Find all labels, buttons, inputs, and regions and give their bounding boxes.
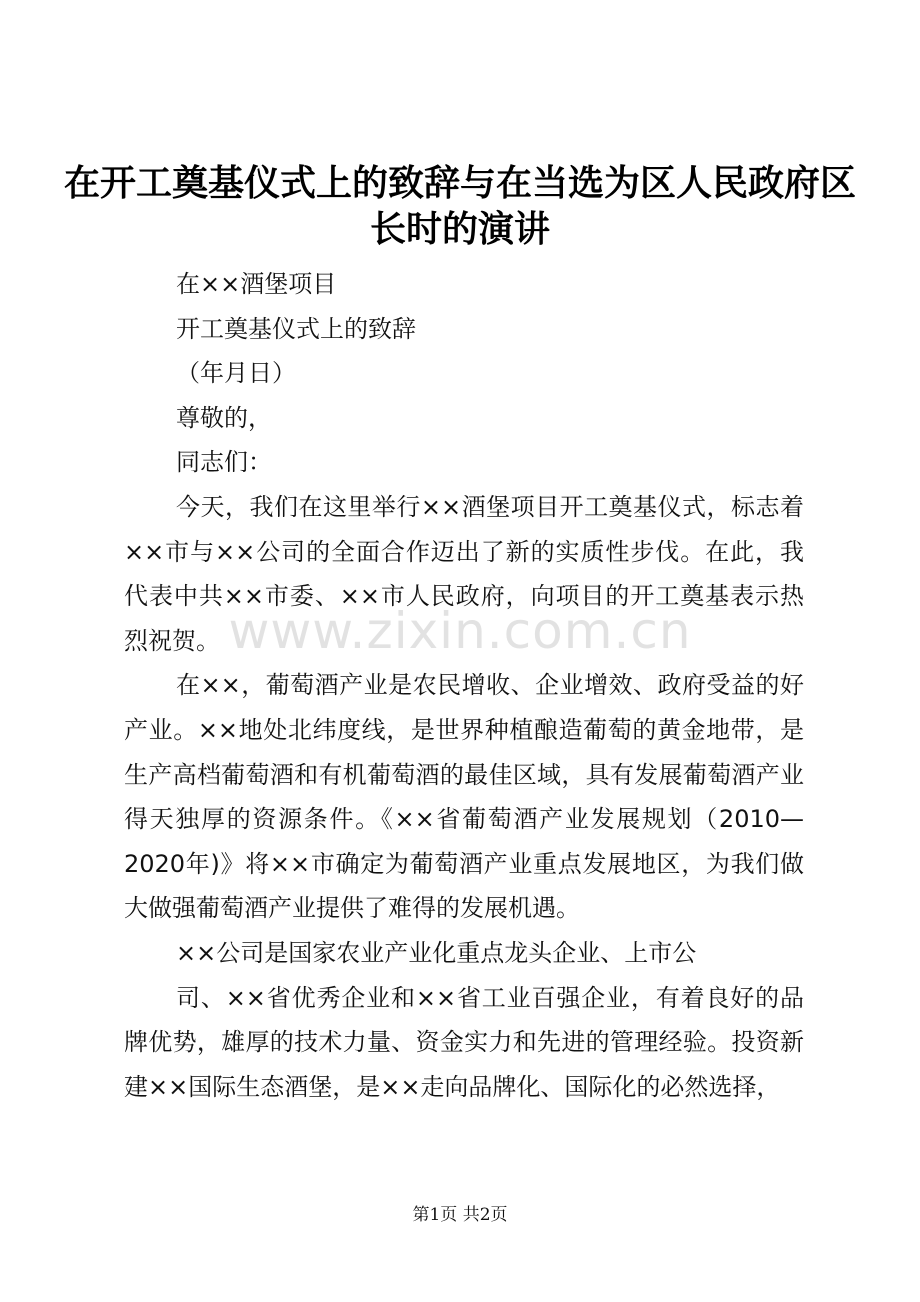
document-body [124, 262, 804, 1109]
page-footer: 第1页 共2页 [412, 1205, 508, 1225]
document-title: 在开工奠基仪式上的致辞与在当选为区人民政府区长时的演讲 [63, 162, 856, 250]
watermark: www.zixin.com.cn [228, 602, 692, 660]
body-paragraph-3: ××公司是国家农业产业化重点龙头企业、上市公 [176, 938, 697, 967]
body-paragraph-1: 今天，我们在这里举行××酒堡项目开工奠基仪式，标志着××市与××公司的全面合作迈出了新的实质性步伐。在此，我代表中共××市委、××市人民政府，向项目的开工奠基表示热烈祝贺。 [124, 492, 804, 655]
body-paragraph-2: 在××，葡萄酒产业是农民增收、企业增效、政府受益的好产业。××地处北纬度线，是世界种植酿造葡萄的黄金地带，是生产高档葡萄酒和有机葡萄酒的最佳区域，具有发展葡萄酒产业得天独厚的资源条件。《××省葡萄酒产业发展规划（2010—2020年)》将××市确定为葡萄酒产业重点发展地区，为我们做大做强葡萄酒产业提供了难得的发展机遇。 [124, 671, 804, 923]
body-line-salutation: 尊敬的， [176, 403, 272, 432]
body-paragraph-4: 司、××省优秀企业和××省工业百强企业，有着良好的品牌优势，雄厚的技术力量、资金实力和先进的管理经验。投资新建××国际生态酒堡，是××走向品牌化、国际化的必然选择， [124, 983, 804, 1101]
body-line-subtitle: 开工奠基仪式上的致辞 [176, 314, 416, 343]
body-line-date: （年月日） [176, 359, 296, 388]
body-line-comrades: 同志们： [176, 448, 272, 477]
body-line-project: 在××酒堡项目 [176, 270, 337, 298]
